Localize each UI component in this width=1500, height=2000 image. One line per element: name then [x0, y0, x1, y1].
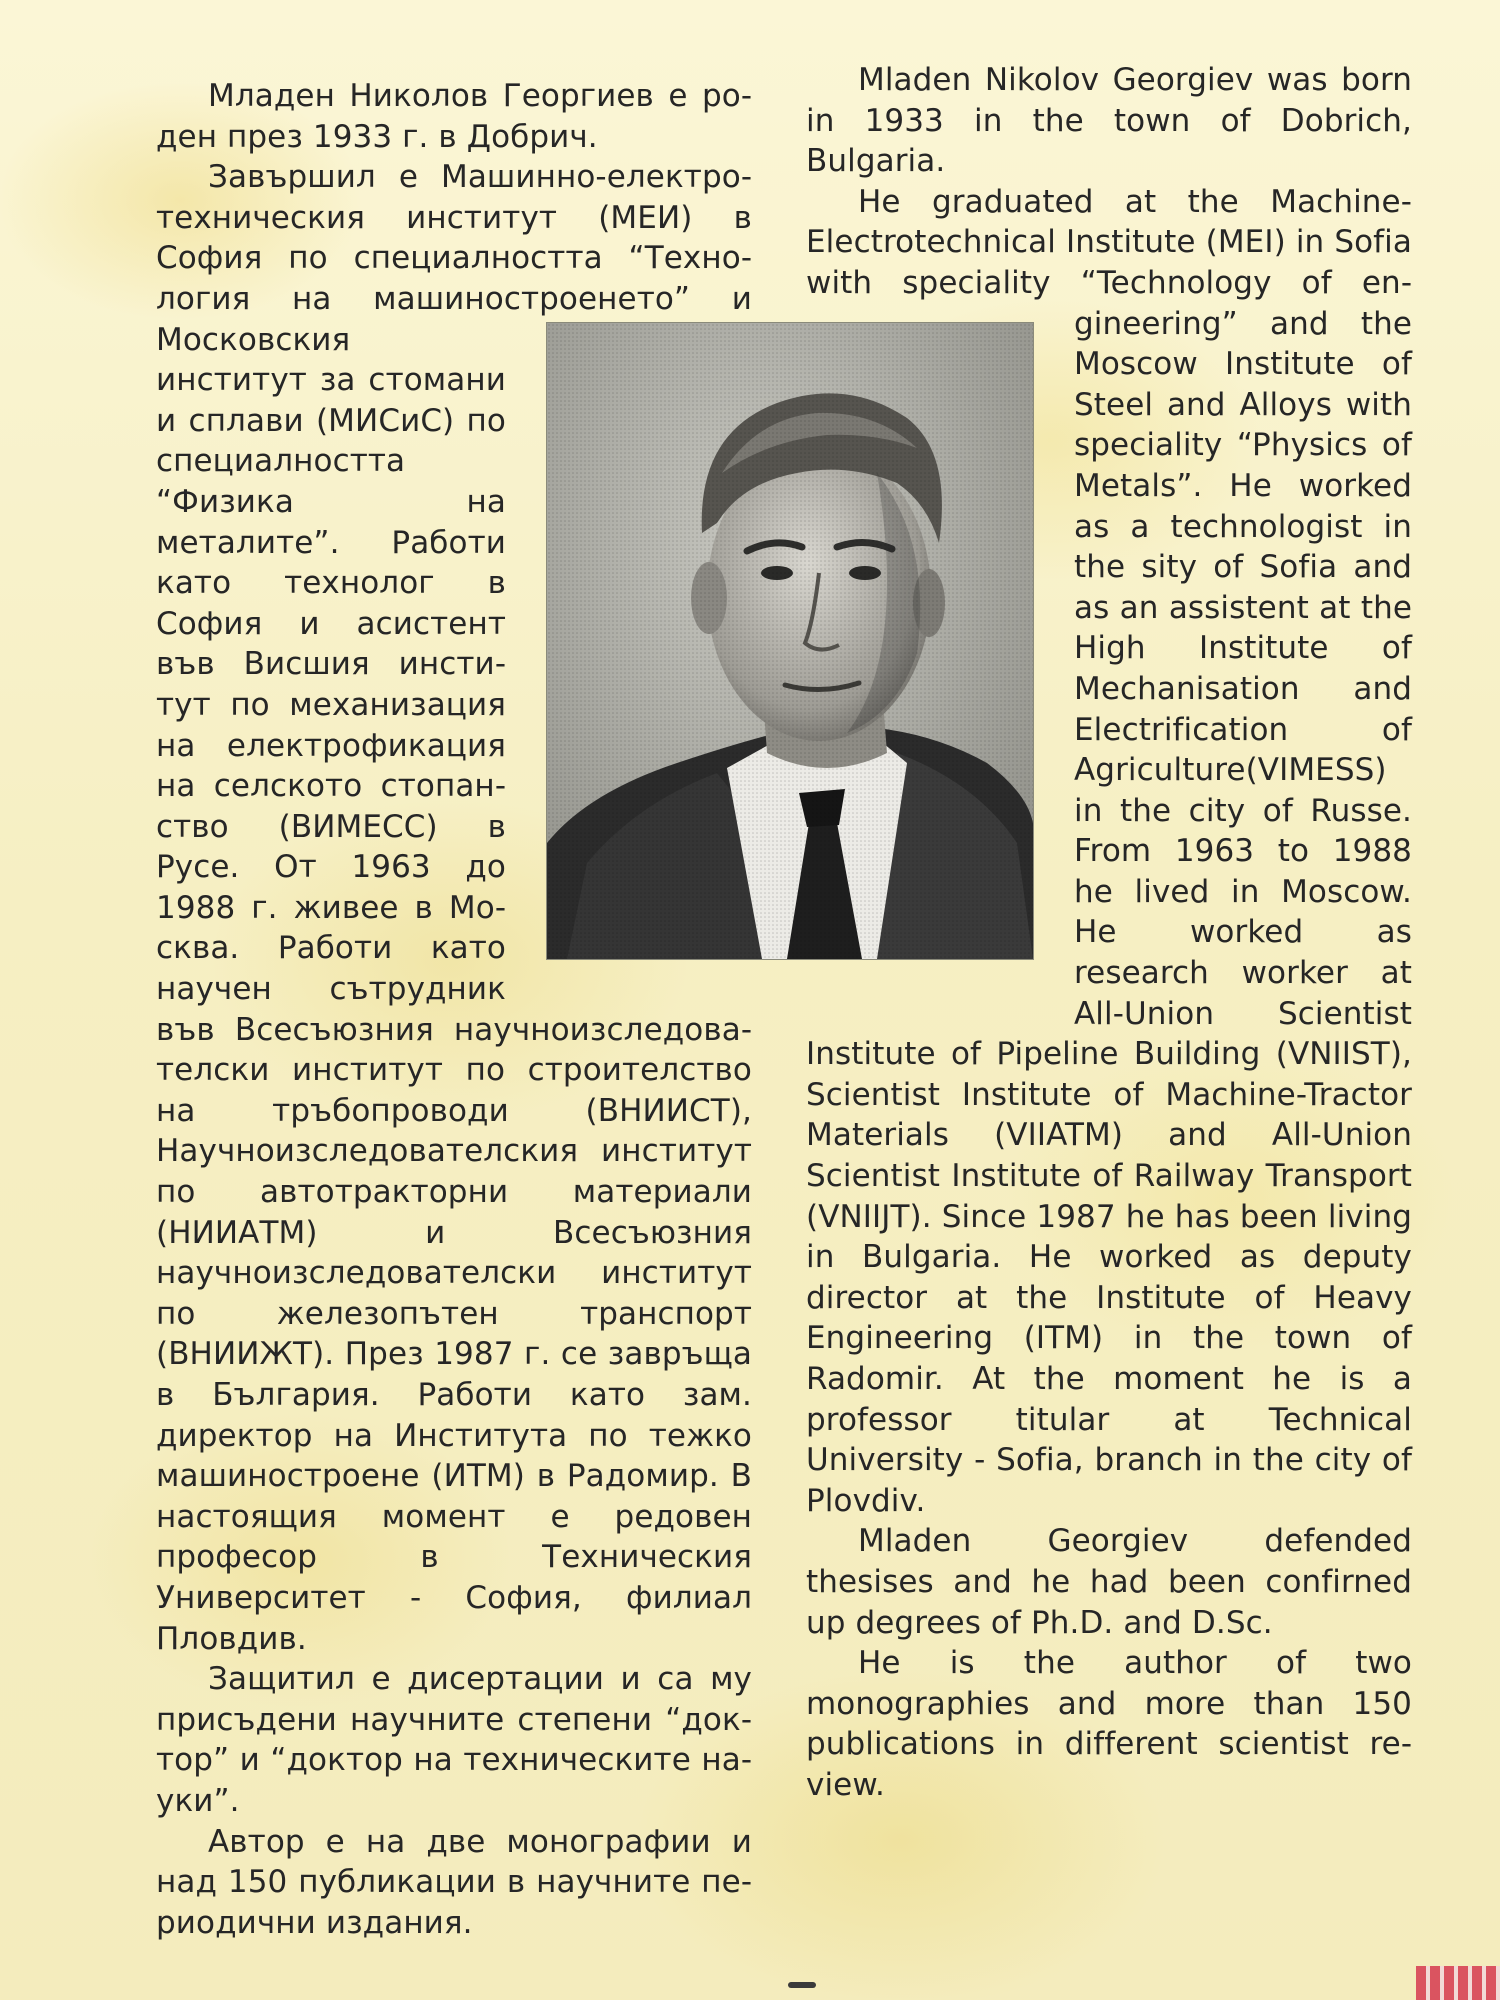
- bulgarian-text-column: [156, 76, 752, 1943]
- bg-paragraph-birth: Младен Николов Георгиев е роден през 1933 г. в Добрич.: [156, 78, 752, 155]
- bg-paragraph-career: Завършил е Машинно-електротехническия институт (МЕИ) в София по специалността “Технология на машиностроенето” и Московския институт за стомани и сплави (МИСиС) по специалността “Физика на металите”. Работи като технолог в София и асистент във Висшия институт по механизация на електрофикация на селското стопанство (ВИМЕСС) в Русе. От 1963 до 1988 г. живее в Москва. Работи като научен сътрудник във Всесъюзния научноизследователски институт по строителство на тръбопроводи (ВНИИСТ), Научноизследователския институт по автотракторни материали (НИИАТМ) и Всесъюзния научноизследователски институт по железопътен транспорт (ВНИИЖТ). През 1987 г. се завръща в България. Работи като зам. директор на Института по тежко машиностроене (ИТМ) в Радомир. В настоящия момент е редовен професор в Техническия Университет - София, филиал Пловдив.: [156, 159, 752, 1657]
- en-paragraph-publications: He is the author of two monographies and more than 150 publications in different scientist review.: [806, 1645, 1412, 1803]
- en-paragraph-career: He graduated at the Machine-Electrotechnical Institute (MEI) in Sofia with speciality “Technology of engineering” and the Moscow Institute of Steel and Alloys with speciality “Physics of Metals”. He worked as a technologist in the sity of Sofia and as an assistent at the High Institute of Mechanisation and Electrification of Agriculture(VIMESS) in the city of Russe. From 1963 to 1988 he lived in Moscow. He worked as research worker at All-Union Scientist Institute of Pipeline Building (VNIIST), Scientist Institute of Machine-Tractor Materials (VIIATM) and All-Union Scientist Institute of Railway Transport (VNIIJT). Since 1987 he has been living in Bulgaria. He worked as deputy director at the Institute of Heavy Engineering (ITM) in the town of Radomir. At the moment he is a professor titular at Technical University - Sofia, branch in the city of Plovdiv.: [806, 183, 1412, 1519]
- photo-wrap-spacer: [506, 320, 752, 970]
- en-paragraph-birth: Mladen Nikolov Georgiev was born in 1933 in the town of Dobrich, Bulgaria.: [806, 62, 1412, 180]
- bg-paragraph-degrees: Защитил е дисертации и са му присъдени научните степени “доктор” и “доктор на техническите науки”.: [156, 1661, 752, 1819]
- corner-color-strip: [1416, 1966, 1500, 2000]
- page-number-mark: [788, 1982, 816, 1988]
- bg-paragraph-publications: Автор е на две монографии и над 150 публикации в научните периодични издания.: [156, 1823, 752, 1941]
- english-text-column: [806, 60, 1412, 1806]
- en-paragraph-degrees: Mladen Georgiev defended thesises and he had been confirned up degrees of Ph.D. and D.Sc.: [806, 1523, 1412, 1641]
- photo-wrap-spacer: [806, 304, 1074, 994]
